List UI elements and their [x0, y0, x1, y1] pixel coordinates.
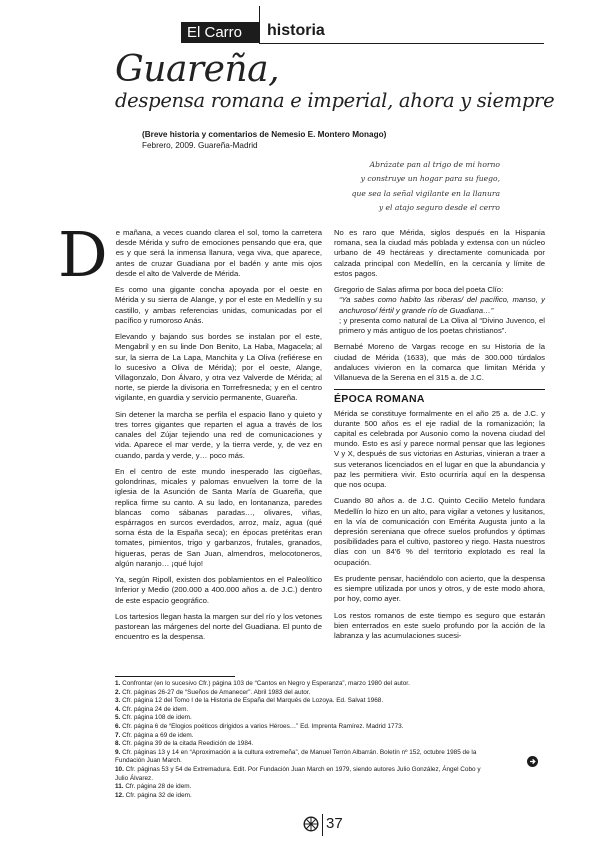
header-rule — [259, 43, 544, 44]
arrow-right-circle-icon — [527, 756, 538, 767]
left-column — [58, 218, 322, 649]
footnote: 9. Cfr. páginas 13 y 14 en “Aproximación a la cultura extremeña”, de Manuel Terrón Albarrán. Boletín nº 152, octubre 1985 de la — [115, 748, 477, 756]
footnote: 2. Cfr. páginas 26-27 de “Sueños de Amanecer”. Abril 1983 del autor. — [115, 688, 311, 696]
footnote: 11. Cfr. página 28 de idem. — [115, 783, 192, 791]
paragraph: Elevando y bajando sus bordes se instalan por el este, Mengabril y en su linde Don Benito, La Haba, Magacela; al sur, la sierra de La Lapa, Manchita y La Oliva (refiérese en lo sucesivo a Oliva de Mérida); por el oeste, Alange, Villagonzalo, Don Álvaro, y otra vez Valverde de Mérida; al norte, se pierde la divisoria en Torrefresneda; y en el centro vigilante, en guardia y servicio permanente, Guareña. — [115, 332, 322, 403]
footnote: 3. Cfr. página 12 del Tomo I de la Historia de España del Marqués de Lozoya. Ed. Salvat 1968. — [115, 697, 384, 705]
footnote: 8. Cfr. página 39 de la citada Reedición de 1984. — [115, 740, 254, 748]
byline: (Breve historia y comentarios de Nemesio E. Montero Monago) — [142, 130, 387, 139]
right-column — [334, 228, 545, 648]
paragraph: ; y presenta como natural de La Oliva al “Divino Juvenco, el primero y más antiguo de los poetas christianos”. — [339, 315, 545, 336]
paragraph: e mañana, a veces cuando clarea el sol, tomo la carretera desde Mérida y sufro de emociones pensando que era, que es y que será la inmensa llanura, vega viva, que aparece, antes de cruzar Guadiana por el badén y ante mis ojos desde el alto de Valverde de Mérida. — [115, 228, 322, 278]
paragraph: Los restos romanos de este tiempo es seguro que estarán bien enterrados en este suelo profundo por la acción de la labranza y las acumulaciones sucesi- — [334, 610, 545, 641]
paragraph: Los tartesios llegan hasta la margen sur del río y los vetones pastorean las márgenes del norte del Guadiana. El punto de encuentro es la despensa. — [115, 612, 322, 642]
section-label: El Carro — [187, 24, 243, 41]
paragraph: Es como una gigante concha apoyada por el oeste en Mérida y su sierra de Alange, y por el este en Medellín y su castillo, y ambas referencias unidas, comunicadas por el pacífico y rumoroso Anás. — [115, 285, 322, 325]
footnote: 6. Cfr. página 6 de “Elogios poéticos dirigidos a varios Héroes…” Ed. Imprenta Ramírez. Madrid 1773. — [115, 722, 404, 730]
paragraph: Bernabé Moreno de Vargas recoge en su Historia de la ciudad de Mérida (1633), que más de 300.000 túrdalos andaluces vivieron en la comarca que limitan Mérida y Villanueva de la Serena en el 315 a. de J.C. — [334, 342, 545, 383]
page-number: 37 — [326, 815, 343, 832]
section-rule — [334, 389, 545, 390]
footnote: 7. Cfr. página a 69 de idem. — [115, 731, 194, 739]
dateline: Febrero, 2009. Guareña-Madrid — [142, 141, 258, 150]
footnote: Fundación Juan March. — [115, 757, 182, 765]
paragraph: Cuando 80 años a. de J.C. Quinto Cecilio Metelo fundara Medellín lo hizo en un alto, para vigilar a vetones y lusitanos, en la vía de comunicación con Emérita Augusta junto a la depresión sereniana que ofrece suelos profundos y óptimas posibilidades para el cultivo, pastoreo y riego. Hasta nuestros días con un 84'6 % del territorio explotado es real la ocupación. — [334, 496, 545, 567]
epigraph-line: y construye un hogar para su fuego, — [360, 174, 500, 184]
footnote: Julio Álvarez. — [115, 774, 154, 782]
paragraph: Ya, según Ripoll, existen dos poblamientos en el Paleolítico Inferior y Medio (200.000 a 400.000 años a. de J.C.) dentro de este espacio geográfico. — [115, 575, 322, 605]
page-number-divider — [322, 814, 323, 836]
epigraph-line: y el atajo seguro desde el cerro — [378, 203, 500, 213]
paragraph: Sin detener la marcha se perfila el espacio llano y quieto y tres torres gigantes que reparten el agua a través de los canales del Zújar tejiendo una red de comunicaciones y vida. Aparece el mar verde, y la tierra verde, y, de vez en cuando, parda y verde, y… poco más. — [115, 409, 322, 460]
footnote: 12. Cfr. página 32 de idem. — [115, 791, 192, 799]
paragraph: Mérida se constituye formalmente en el año 25 a. de J.C. y durante 500 años es el eje radial de la romanización; la capital es celebrada por Ausonio como la novena ciudad del mundo. Esto es así y parece normal pensar que las legiones V y X, después de sus victorias en Asturias, vinieran a traer a sus veteranos licenciados en el lugar en que la abundancia y paz les permitiera vivir. Esto ocurriría aquí en la despensa que nos ocupa. — [334, 408, 545, 490]
footnote-rule — [115, 676, 235, 677]
header-divider — [259, 6, 260, 44]
footnote: 5. Cfr. página 108 de idem. — [115, 714, 192, 722]
footnote: 1. Confrontar (en lo sucesivo Cfr.) página 103 de “Cantos en Negro y Esperanza”, marzo 1980 del autor. — [115, 680, 410, 687]
paragraph: Gregorio de Salas afirma por boca del poeta Clío: — [334, 285, 504, 295]
cart-wheel-icon — [303, 816, 319, 832]
paragraph: No es raro que Mérida, siglos después en la Hispania romana, sea la ciudad más poblada y extensa con un núcleo urbano de 49 hectáreas y directamente comunicada por calzada principal con Medellín, en la cercanía y límite de estos pagos. — [334, 228, 545, 278]
topic-label: historia — [267, 22, 325, 39]
footnote: 4. Cfr. página 24 de idem. — [115, 705, 189, 713]
paragraph: En el centro de este mundo inesperado las cigüeñas, golondrinas, micales y palomas envuelven la torre de la iglesia de la Asunción de Santa María de Guareña, que replica firme su canto. A su lado, en lontananza, paredes blancas como sábanas paradas…, olivares, viñas, espárragos en surcos everdados, arroz, maíz, agua (qué sorna ésta de la España seca); en épocas pretéritas eran tomates, pimientos, trigo y garbanzos, frutales, granados, higueras, peras de San Juan, almendros, melocotoneros, algún naranjo… ¡qué lujo! — [115, 467, 322, 568]
section-heading: ÉPOCA ROMANA — [334, 393, 425, 406]
drop-cap: D — [58, 218, 108, 291]
epigraph-line: que sea la señal vigilante en la llanura — [351, 188, 500, 198]
epigraph-line: Abrázate pan al trigo de mi horno — [369, 160, 500, 169]
epigraph — [352, 158, 500, 216]
article-subtitle: despensa romana e imperial, ahora y siempre — [115, 89, 555, 112]
quote: “Ya sabes como habito las riberas/ del pacífico, manso, y anchuroso/ fértil y grande río de Guadiana…” — [339, 295, 545, 315]
footnote: 10. Cfr. páginas 53 y 54 de Extremadura. Edit. Por Fundación Juan March en 1979, siendo autores Julio González, Ángel Cobo y — [115, 765, 481, 773]
article-title: Guareña, — [115, 49, 280, 90]
footnotes — [115, 680, 555, 800]
paragraph: Es prudente pensar, haciéndolo con acierto, que la despensa es siempre utilizada por unos y otros, y de este modo ahora, por hoy, como ayer. — [334, 574, 545, 604]
